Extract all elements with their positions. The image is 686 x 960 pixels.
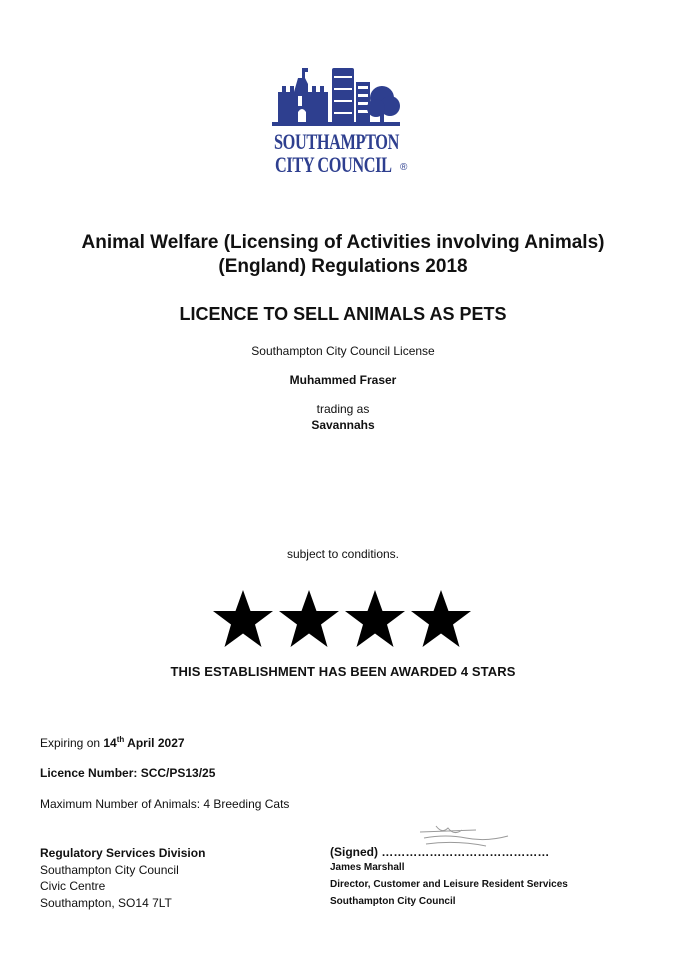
division-line3: Southampton, SO14 7LT <box>40 895 172 910</box>
signer-org: Southampton City Council <box>330 896 456 907</box>
expiry-date <box>40 735 185 750</box>
signed-line: (Signed) …………………………………… <box>330 845 550 859</box>
title-line2: (England) Regulations 2018 <box>218 256 468 277</box>
signer-role: Director, Customer and Leisure Resident Services <box>330 879 568 890</box>
trading-as-label: trading as <box>316 402 370 416</box>
document-title <box>0 231 686 279</box>
signer-name: James Marshall <box>330 862 405 873</box>
expiry-month-year: April 2027 <box>124 736 185 750</box>
registered-mark: ® <box>400 162 408 173</box>
council-logo <box>272 62 418 182</box>
expiry-prefix: Expiring on <box>40 736 104 750</box>
licence-subheading: Southampton City Council License <box>251 344 435 358</box>
max-animals: Maximum Number of Animals: 4 Breeding Cats <box>40 797 290 811</box>
expiry-day-suffix: th <box>116 735 125 744</box>
licence-holder-name: Muhammed Fraser <box>289 373 397 387</box>
logo-text-line2: CITY COUNCIL <box>275 152 392 177</box>
star-icon <box>278 588 340 650</box>
licence-heading: LICENCE TO SELL ANIMALS AS PETS <box>179 304 507 324</box>
licence-number: Licence Number: SCC/PS13/25 <box>40 766 216 780</box>
star-rating <box>212 588 474 654</box>
star-icon <box>410 588 472 650</box>
division-title: Regulatory Services Division <box>40 846 206 860</box>
division-line2: Civic Centre <box>40 879 106 893</box>
awarded-stars-text: THIS ESTABLISHMENT HAS BEEN AWARDED 4 STARS <box>170 664 516 679</box>
trading-name: Savannahs <box>311 418 375 432</box>
division-line1: Southampton City Council <box>40 862 179 877</box>
castle-skyline-icon <box>272 62 418 132</box>
signature-block <box>330 845 568 910</box>
division-address <box>40 845 205 911</box>
conditions-text: subject to conditions. <box>286 547 400 561</box>
star-icon <box>344 588 406 650</box>
logo-text-line1: SOUTHAMPTON <box>274 129 399 154</box>
title-line1: Animal Welfare (Licensing of Activities involving Animals) <box>81 232 605 253</box>
expiry-day: 14 <box>103 736 117 750</box>
star-icon <box>212 588 274 650</box>
